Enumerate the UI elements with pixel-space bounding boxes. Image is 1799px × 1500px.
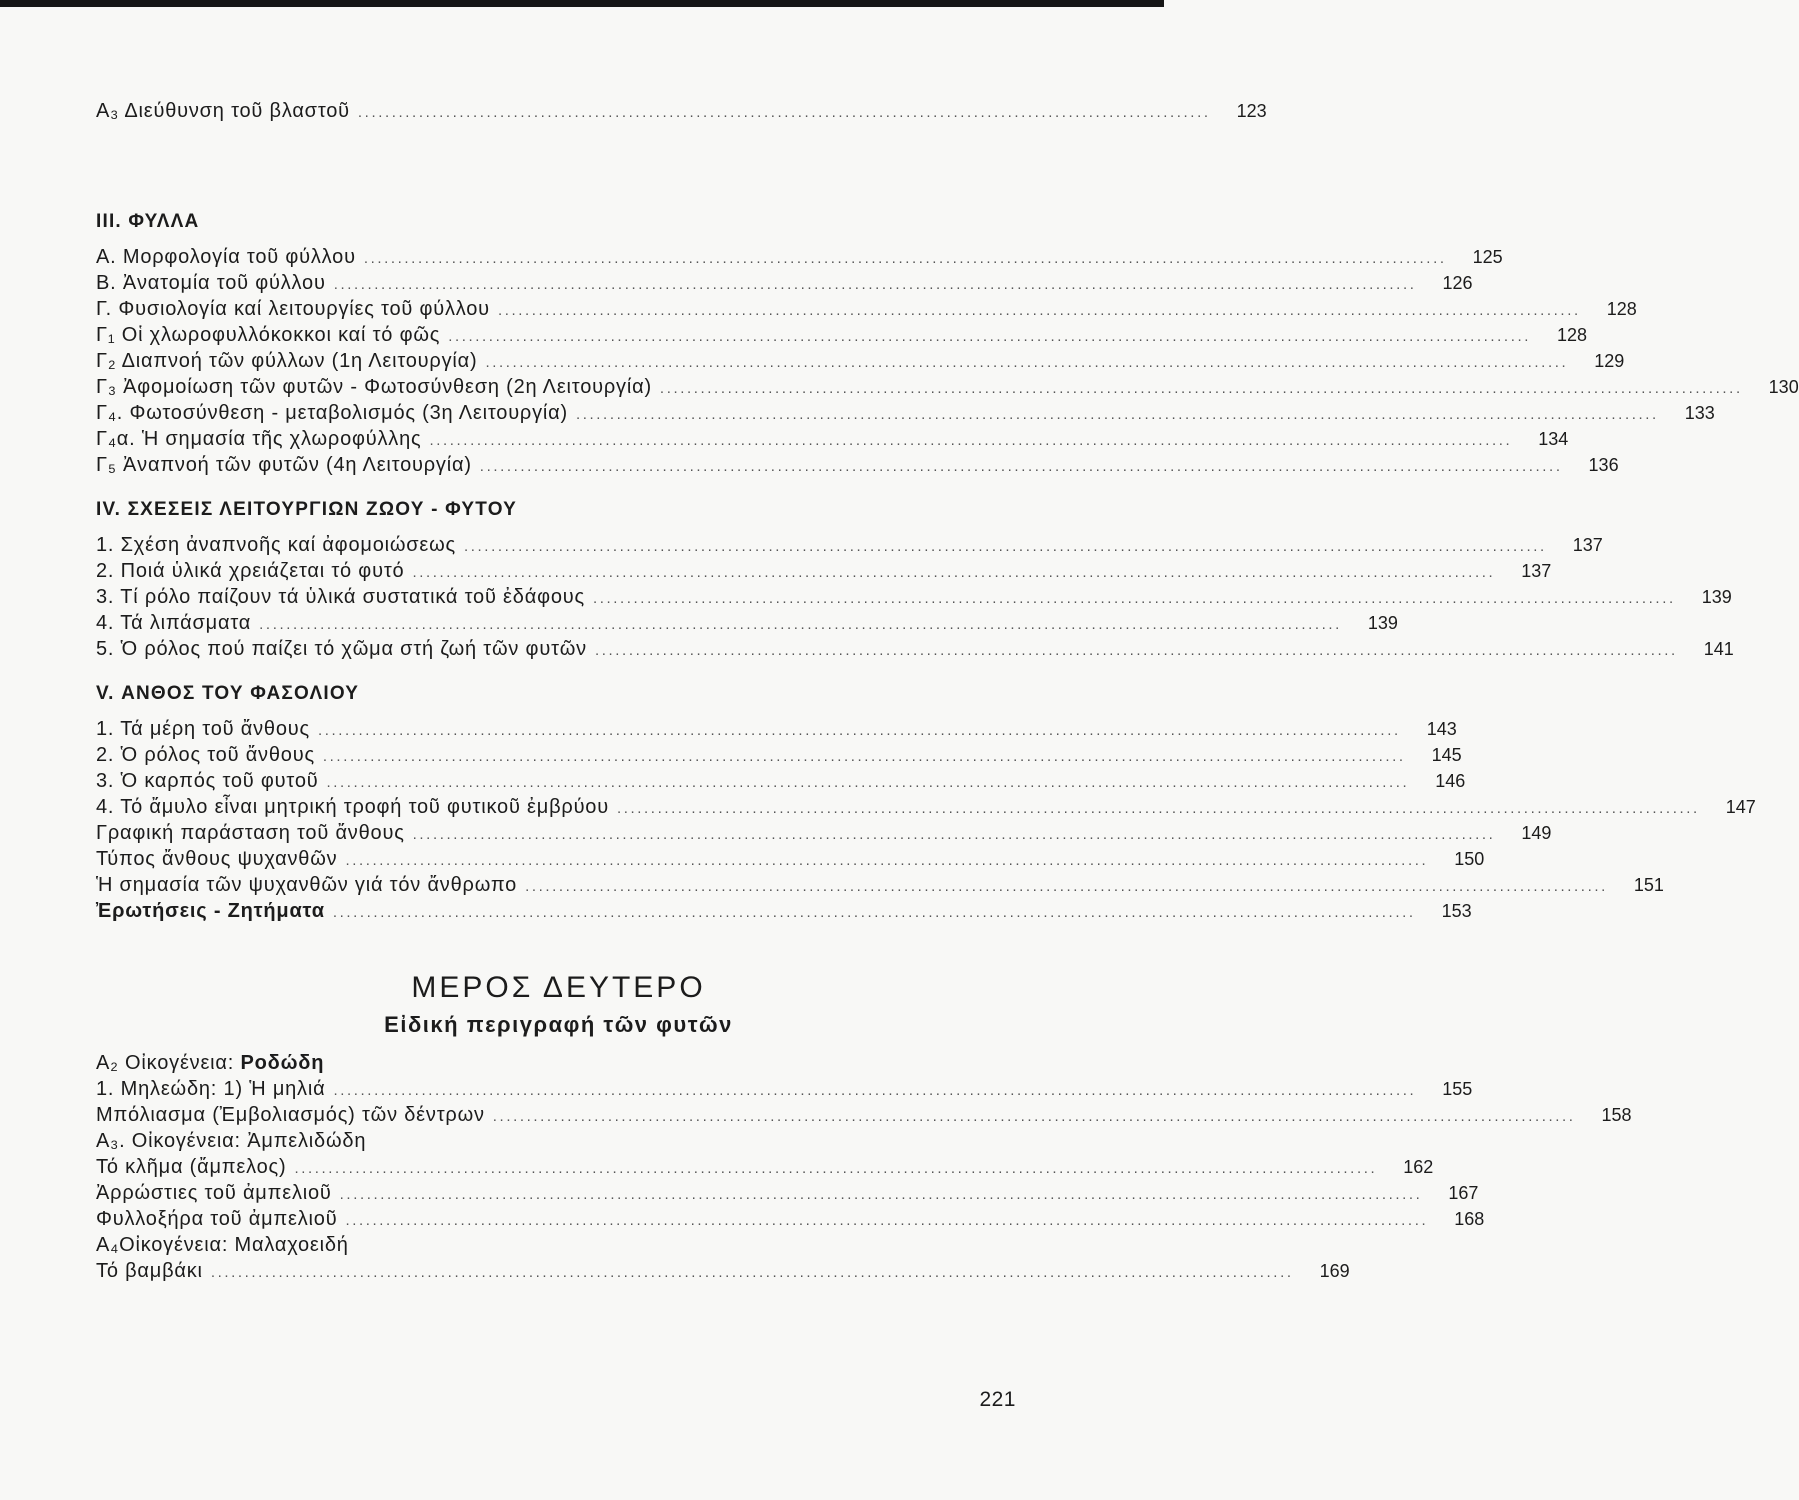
toc-entry — [96, 402, 1715, 428]
toc-entry-page: 153 — [1441, 901, 1472, 921]
dot-leader: ................................................................................................................................................................ — [485, 354, 1569, 371]
part-two-subtitle: Εἰδική περιγραφή τῶν φυτῶν — [384, 1012, 733, 1037]
toc-entry-page: 143 — [1426, 719, 1457, 739]
toc-entry — [96, 100, 1267, 126]
section-heading: IV. ΣΧΕΣΕΙΣ ΛΕΙΤΟΥΡΓΙΩΝ ΖΩΟΥ - ΦΥΤΟΥ — [96, 499, 518, 520]
toc-entry — [96, 796, 1756, 822]
toc-entry-page: 169 — [1319, 1261, 1350, 1281]
toc-entry — [96, 376, 1799, 402]
toc-entry — [96, 848, 1485, 874]
dot-leader: ................................................................................................................................................................ — [333, 1082, 1417, 1099]
toc-entry-page: 146 — [1435, 771, 1466, 791]
dot-leader: ................................................................................................................................................................ — [363, 250, 1447, 267]
toc-entry — [96, 1078, 1473, 1104]
toc-page — [96, 100, 1799, 1286]
toc-entry — [96, 822, 1552, 848]
scan-top-edge — [0, 0, 1164, 7]
toc-entry — [96, 638, 1734, 664]
toc-entry-page: 168 — [1454, 1209, 1485, 1229]
dot-leader: ................................................................................................................................................................ — [317, 722, 1401, 739]
toc-entry-page: 137 — [1572, 535, 1603, 555]
toc-entry-page: 137 — [1521, 561, 1552, 581]
toc-entry-page: 162 — [1403, 1157, 1434, 1177]
family-heading: Α₃. Οἰκογένεια: Ἀμπελιδώδη — [96, 1130, 367, 1152]
toc-entry — [96, 298, 1637, 324]
toc-entry-page: 128 — [1556, 325, 1587, 345]
dot-leader: ................................................................................................................................................................ — [326, 774, 1410, 791]
toc-entry-label: Ἐρωτήσεις - Ζητήματα — [96, 900, 325, 922]
section-heading: III. ΦΥΛΛΑ — [96, 211, 200, 232]
dot-leader: ................................................................................................................................................................ — [592, 590, 1676, 607]
toc-entry — [96, 718, 1457, 744]
toc-entry-page: 128 — [1606, 299, 1637, 319]
toc-entry-label: Γ₁ Οἱ χλωροφυλλόκοκκοι καί τό φῶς — [96, 324, 441, 346]
toc-entry — [96, 586, 1732, 612]
toc-entry-label: Γ₂ Διαπνοή τῶν φύλλων (1η Λειτουργία) — [96, 350, 478, 372]
dot-leader: ................................................................................................................................................................ — [616, 800, 1700, 817]
toc-entry-page: 155 — [1442, 1079, 1473, 1099]
family-heading — [96, 1052, 1021, 1078]
toc-entry-label: 4. Τά λιπάσματα — [96, 612, 252, 634]
toc-entry-label: 2. Ὁ ρόλος τοῦ ἄνθους — [96, 744, 315, 766]
toc-entry — [96, 1156, 1434, 1182]
dot-leader: ................................................................................................................................................................ — [412, 826, 1496, 843]
dot-leader: ................................................................................................................................................................ — [429, 432, 1513, 449]
dot-leader: ................................................................................................................................................................ — [345, 1212, 1429, 1229]
dot-leader: ................................................................................................................................................................ — [575, 406, 1659, 423]
family-prefix: Α₂ Οἰκογένεια: — [96, 1052, 241, 1074]
toc-entry-label: Γραφική παράσταση τοῦ ἄνθους — [96, 822, 405, 844]
toc-entry-label: 5. Ὁ ρόλος πού παίζει τό χῶμα στή ζωή τῶν φυτῶν — [96, 638, 587, 660]
toc-entry-label: 2. Ποιά ὑλικά χρειάζεται τό φυτό — [96, 560, 405, 582]
toc-entry-label: 3. Ὁ καρπός τοῦ φυτοῦ — [96, 770, 319, 792]
dot-leader: ................................................................................................................................................................ — [464, 538, 1547, 555]
toc-entry-label: Τό βαμβάκι — [96, 1260, 203, 1282]
dot-leader: ................................................................................................................................................................ — [332, 904, 1416, 921]
toc-entry — [96, 900, 1472, 926]
toc-entry-label: Γ₄. Φωτοσύνθεση - μεταβολισμός (3η Λειτουργία) — [96, 402, 568, 424]
toc-entry-label: Α. Μορφολογία τοῦ φύλλου — [96, 246, 356, 268]
toc-entry — [96, 1182, 1479, 1208]
toc-entry-page: 150 — [1454, 849, 1485, 869]
dot-leader: ................................................................................................................................................................ — [659, 380, 1743, 397]
toc-entry — [96, 560, 1552, 586]
section-entries — [96, 246, 1799, 480]
toc-entry — [96, 1208, 1485, 1234]
family-name: Ροδώδη — [240, 1052, 325, 1074]
toc-entry — [96, 350, 1625, 376]
toc-entry-page: 139 — [1367, 613, 1398, 633]
toc-entry-page: 136 — [1588, 455, 1619, 475]
toc-entry — [96, 428, 1569, 454]
dot-leader: ................................................................................................................................................................ — [259, 616, 1342, 633]
toc-entry-page: 130 — [1768, 377, 1799, 397]
dot-leader: ................................................................................................................................................................ — [594, 642, 1678, 659]
toc-entry — [96, 272, 1473, 298]
toc-entry-page: 134 — [1538, 429, 1569, 449]
toc-entry — [96, 1260, 1350, 1286]
toc-entry-page: 139 — [1701, 587, 1732, 607]
toc-entry-label: 1. Μηλεώδη: 1) Ἡ μηλιά — [96, 1078, 326, 1100]
toc-entry-page: 133 — [1684, 403, 1715, 423]
toc-entry-label: Τύπος ἄνθους ψυχανθῶν — [96, 848, 338, 870]
toc-entry-page: 151 — [1633, 875, 1664, 895]
toc-entry-page: 167 — [1448, 1183, 1479, 1203]
family-entries — [96, 1260, 1350, 1286]
toc-entry-page: 141 — [1703, 639, 1734, 659]
toc-entry-label: Α₃ Διεύθυνση τοῦ βλαστοῦ — [96, 100, 350, 122]
dot-leader: ................................................................................................................................................................ — [525, 878, 1608, 895]
toc-entry-label: Γ₄α. Ἡ σημασία τῆς χλωροφύλλης — [96, 428, 422, 450]
toc-entry-page: 129 — [1594, 351, 1625, 371]
toc-entry — [96, 612, 1398, 638]
toc-entry-label: Ἀρρώστιες τοῦ ἀμπελιοῦ — [96, 1182, 332, 1204]
dot-leader: ................................................................................................................................................................ — [479, 458, 1563, 475]
toc-entry-label: Γ₅ Ἀναπνοή τῶν φυτῶν (4η Λειτουργία) — [96, 454, 472, 476]
toc-entry-label: 3. Τί ρόλο παίζουν τά ὑλικά συστατικά τοῦ ἐδάφους — [96, 586, 585, 608]
dot-leader: ................................................................................................................................................................ — [210, 1264, 1294, 1281]
dot-leader: ................................................................................................................................................................ — [339, 1186, 1423, 1203]
dot-leader: ................................................................................................................................................................ — [448, 328, 1531, 345]
toc-entry-label: Φυλλοξήρα τοῦ ἀμπελιοῦ — [96, 1208, 338, 1230]
section-heading: V. ΑΝΘΟΣ ΤΟΥ ΦΑΣΟΛΙΟΥ — [96, 683, 360, 704]
dot-leader: ................................................................................................................................................................ — [345, 852, 1429, 869]
toc-entry — [96, 744, 1462, 770]
section-entries — [96, 534, 1734, 664]
dot-leader: ................................................................................................................................................................ — [492, 1108, 1576, 1125]
family-entries — [96, 1078, 1632, 1130]
dot-leader: .............................................................................................................................. — [357, 104, 1211, 121]
toc-entry — [96, 246, 1503, 272]
dot-leader: ................................................................................................................................................................ — [497, 302, 1581, 319]
toc-entry-page: 147 — [1725, 797, 1756, 817]
dot-leader: ................................................................................................................................................................ — [333, 276, 1417, 293]
section-entries — [96, 718, 1756, 926]
dot-leader: ................................................................................................................................................................ — [412, 564, 1496, 581]
dot-leader: ................................................................................................................................................................ — [322, 748, 1406, 765]
family-entries — [96, 1156, 1485, 1234]
toc-entry-page: 145 — [1431, 745, 1462, 765]
toc-entry-label: Τό κλῆμα (ἄμπελος) — [96, 1156, 287, 1178]
toc-entry-label: 1. Τά μέρη τοῦ ἄνθους — [96, 718, 310, 740]
toc-entry-label: 4. Τό ἄμυλο εἶναι μητρική τροφή τοῦ φυτικοῦ ἐμβρύου — [96, 796, 609, 818]
toc-entry-page: 123 — [1236, 101, 1267, 121]
toc-entry-page: 126 — [1442, 273, 1473, 293]
toc-entry-label: Γ₃ Ἀφομοίωση τῶν φυτῶν - Φωτοσύνθεση (2η Λειτουργία) — [96, 376, 652, 398]
toc-entry-page: 125 — [1472, 247, 1503, 267]
toc-entry-label: Γ. Φυσιολογία καί λειτουργίες τοῦ φύλλου — [96, 298, 490, 320]
toc-entry — [96, 770, 1466, 796]
dot-leader: ................................................................................................................................................................ — [294, 1160, 1378, 1177]
page-number: 221 — [979, 1388, 1016, 1411]
family-heading: Α₄Οἰκογένεια: Μαλαχοειδή — [96, 1234, 349, 1256]
toc-entry-label: Β. Ἀνατομία τοῦ φύλλου — [96, 272, 326, 294]
toc-entry-page: 149 — [1521, 823, 1552, 843]
toc-entry-page: 158 — [1601, 1105, 1632, 1125]
toc-entry — [96, 874, 1664, 900]
toc-entry — [96, 1104, 1632, 1130]
part-two-title: ΜΕΡΟΣ ΔΕΥΤΕΡΟ — [411, 971, 706, 1004]
toc-entry — [96, 454, 1619, 480]
toc-entry-label: 1. Σχέση ἀναπνοῆς καί ἀφομοιώσεως — [96, 534, 456, 556]
toc-entry-label: Ἡ σημασία τῶν ψυχανθῶν γιά τόν ἄνθρωπο — [96, 874, 518, 896]
toc-entry — [96, 534, 1603, 560]
toc-entry-label: Μπόλιασμα (Ἐμβολιασμός) τῶν δέντρων — [96, 1104, 485, 1126]
toc-entry — [96, 324, 1587, 350]
